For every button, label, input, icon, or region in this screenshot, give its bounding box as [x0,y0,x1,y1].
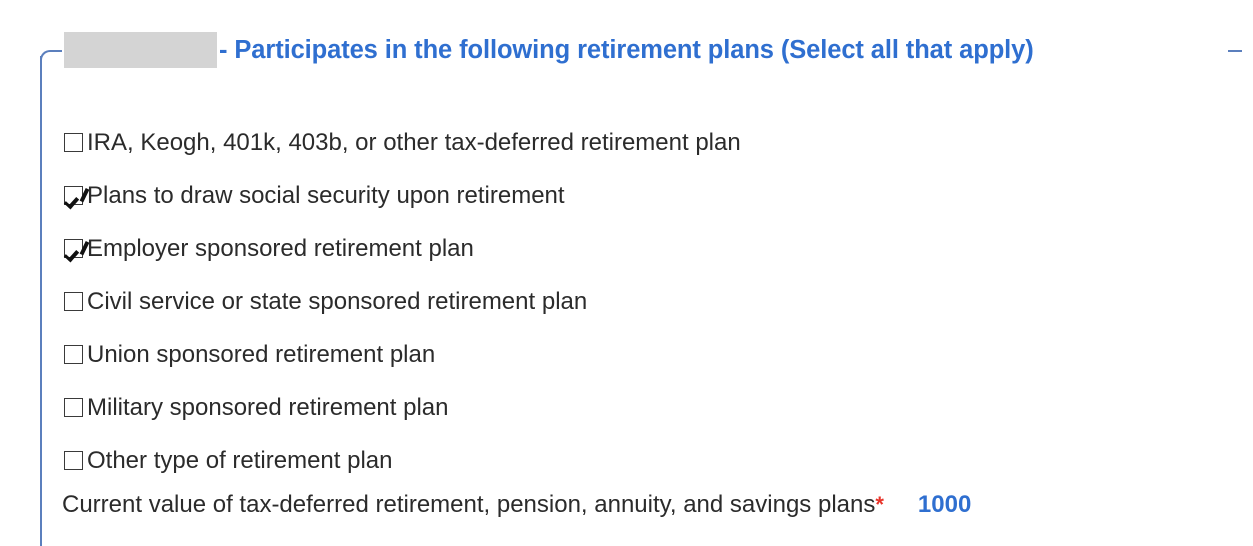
panel-legend-title: - Participates in the following retirement plans (Select all that apply) [219,35,1034,64]
checkbox-ira-keogh-401k[interactable] [64,133,83,152]
panel-border-top-left-segment [54,50,62,52]
panel-border-corner [40,50,54,64]
checkbox-union-sponsored[interactable] [64,345,83,364]
checkbox-military-sponsored[interactable] [64,398,83,417]
checkbox-label: IRA, Keogh, 401k, 403b, or other tax-deferred retirement plan [87,128,741,156]
checkbox-row[interactable] [64,328,1234,381]
current-value-amount[interactable]: 1000 [917,491,972,518]
checkbox-row[interactable] [64,275,1234,328]
checkbox-label: Military sponsored retirement plan [87,393,449,421]
checkbox-label: Employer sponsored retirement plan [87,234,474,262]
checkbox-row[interactable] [64,434,1234,487]
checkbox-civil-service[interactable] [64,292,83,311]
checkbox-social-security[interactable] [64,186,83,205]
retirement-plans-panel [40,35,1240,546]
checkbox-other-plan[interactable] [64,451,83,470]
panel-border-top-right-segment [1228,50,1242,52]
redacted-name-block [64,32,217,68]
checkbox-row[interactable] [64,381,1234,434]
required-marker: * [875,492,884,517]
checkbox-label: Union sponsored retirement plan [87,340,436,368]
panel-legend [62,32,1036,68]
checkbox-row[interactable] [64,222,1234,275]
checkbox-row[interactable] [64,116,1234,169]
checkbox-employer-sponsored[interactable] [64,239,83,258]
checkbox-label: Plans to draw social security upon retirement [87,181,565,209]
panel-content [64,116,1234,541]
checkbox-row[interactable] [64,169,1234,222]
current-value-label: Current value of tax-deferred retirement, pension, annuity, and savings plans [62,491,876,518]
panel-border-left [40,56,42,546]
current-value-row [62,491,1234,541]
checkbox-label: Other type of retirement plan [87,446,393,474]
checkbox-label: Civil service or state sponsored retirement plan [87,287,588,315]
